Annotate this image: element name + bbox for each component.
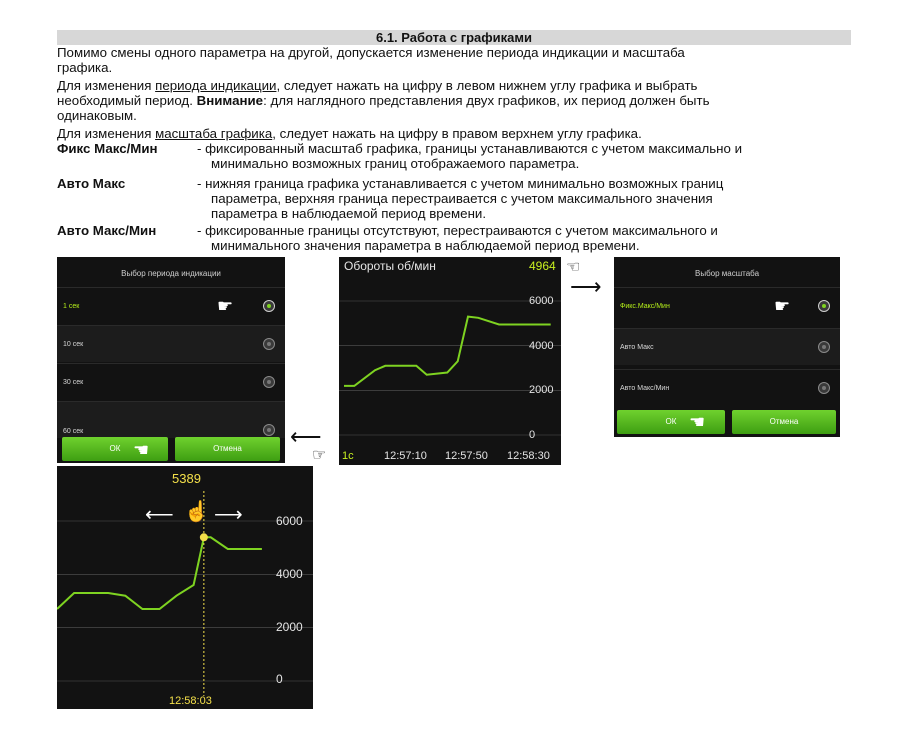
y-tick-label: 0 — [529, 429, 536, 441]
definition-text: - нижняя граница графика устанавливается с учетом минимально возможных границ — [197, 176, 724, 191]
underlined-term: масштаба графика — [155, 126, 273, 141]
touch-hand-icon: ☝ — [184, 501, 209, 523]
radio-selected-icon[interactable] — [263, 300, 275, 312]
pointing-hand-icon: ☛ — [217, 296, 234, 316]
arrow-right-icon: ⟶ — [214, 504, 243, 526]
ok-label: ОК — [109, 444, 121, 453]
paragraph-line — [57, 93, 710, 108]
period-option-60s[interactable] — [57, 401, 285, 438]
definition-text: - фиксированные границы отсутствуют, перестраиваются с учетом максимального и — [197, 223, 718, 238]
option-label: 1 сек — [63, 303, 80, 310]
period-option-10s[interactable] — [57, 325, 285, 362]
underlined-term: периода индикации — [155, 78, 277, 93]
dialog-title: Выбор периода индикации — [121, 269, 221, 278]
definition-text: минимального значения параметра в наблюдаемой период времени. — [211, 238, 640, 253]
pointing-hand-icon: ☚ — [133, 440, 150, 460]
text: Для изменения — [57, 78, 156, 93]
rpm-chart-svg — [339, 257, 561, 465]
paragraph-line — [57, 78, 697, 93]
text: : для наглядного представления двух графиков, их период должен быть — [263, 93, 710, 108]
text: , следует нажать на цифру в левом нижнем углу графика и выбрать — [276, 78, 698, 93]
cursor-point[interactable] — [200, 533, 208, 541]
section-heading: 6.1. Работа с графиками — [57, 30, 851, 45]
scale-option-auto-max-min[interactable] — [614, 369, 840, 406]
scale-option-fixed[interactable] — [614, 287, 840, 324]
y-tick-label: 2000 — [276, 620, 303, 634]
option-label: Авто Макс — [620, 344, 654, 351]
y-tick-label: 6000 — [529, 295, 554, 307]
ok-label: ОК — [665, 417, 677, 426]
definition-term: Авто Макс — [57, 176, 126, 191]
ok-button[interactable] — [62, 437, 168, 461]
y-tick-label: 0 — [276, 672, 283, 686]
text: необходимый период. — [57, 93, 197, 108]
pointing-hand-icon: ☜ — [566, 259, 581, 276]
period-button[interactable]: 1с — [342, 450, 354, 462]
radio-icon[interactable] — [818, 382, 830, 394]
dialog-title: Выбор масштаба — [694, 269, 760, 278]
rpm-chart — [339, 257, 561, 465]
radio-icon[interactable] — [263, 376, 275, 388]
ok-button[interactable] — [617, 410, 725, 434]
definition-term: Фикс Макс/Мин — [57, 141, 158, 156]
y-tick-label: 2000 — [529, 384, 554, 396]
pointing-hand-icon: ☚ — [689, 412, 706, 432]
radio-icon[interactable] — [818, 341, 830, 353]
y-tick-label: 4000 — [276, 567, 303, 581]
cursor-time: 12:58:03 — [169, 695, 212, 707]
radio-icon[interactable] — [263, 338, 275, 350]
scale-option-auto-max[interactable] — [614, 328, 840, 365]
text: Для изменения — [57, 126, 156, 141]
text: , следует нажать на цифру в правом верхнем углу графика. — [272, 126, 642, 141]
option-label: Фикс.Макс/Мин — [620, 303, 670, 310]
definition-text: параметра, верхняя граница перестраивается с учетом максимального значения — [211, 191, 713, 206]
cancel-button[interactable] — [175, 437, 280, 461]
period-option-1s[interactable] — [57, 287, 285, 324]
option-label: Авто Макс/Мин — [620, 385, 670, 392]
arrow-left-icon: ⟵ — [145, 504, 174, 526]
cancel-label: Отмена — [769, 417, 799, 426]
x-tick-label: 12:57:50 — [445, 450, 488, 462]
definition-text: минимально возможных границ отображаемого параметра. — [211, 156, 580, 171]
cancel-button[interactable] — [732, 410, 836, 434]
radio-selected-icon[interactable] — [818, 300, 830, 312]
pointing-hand-icon: ☛ — [774, 296, 791, 316]
option-label: 60 сек — [63, 428, 84, 435]
radio-icon[interactable] — [263, 424, 275, 436]
cursor-chart — [57, 466, 313, 709]
paragraph-line — [57, 126, 642, 141]
chart-grid — [57, 521, 313, 681]
bold-word: Внимание — [196, 93, 264, 108]
period-option-30s[interactable] — [57, 363, 285, 400]
paragraph-line: Помимо смены одного параметра на другой, допускается изменение периода индикации и масштаба — [57, 45, 685, 60]
arrow-left-icon: ⟵ — [290, 424, 322, 449]
rpm-series-line — [344, 317, 554, 386]
x-tick-label: 12:57:10 — [384, 450, 427, 462]
chart-grid — [339, 301, 561, 435]
cursor-value: 5389 — [172, 471, 201, 486]
definition-text: - фиксированный масштаб графика, границы устанавливаются с учетом максимально и — [197, 141, 743, 156]
definition-term: Авто Макс/Мин — [57, 223, 157, 238]
x-tick-label: 12:58:30 — [507, 450, 550, 462]
period-dialog — [57, 257, 285, 463]
definition-text: параметра в наблюдаемой период времени. — [211, 206, 487, 221]
y-tick-label: 6000 — [276, 514, 303, 528]
pointing-hand-icon: ☞ — [312, 447, 327, 464]
option-label: 10 сек — [63, 341, 84, 348]
chart-title: Обороты об/мин — [344, 259, 436, 273]
current-value-scale-button[interactable]: 4964 — [529, 259, 556, 273]
arrow-right-icon: ⟶ — [570, 274, 602, 299]
paragraph-line: одинаковым. — [57, 108, 137, 123]
scale-dialog — [614, 257, 840, 437]
paragraph-line: графика. — [57, 60, 113, 75]
cancel-label: Отмена — [213, 444, 242, 453]
y-tick-label: 4000 — [529, 340, 554, 352]
option-label: 30 сек — [63, 379, 84, 386]
rpm-series-line — [57, 537, 262, 609]
